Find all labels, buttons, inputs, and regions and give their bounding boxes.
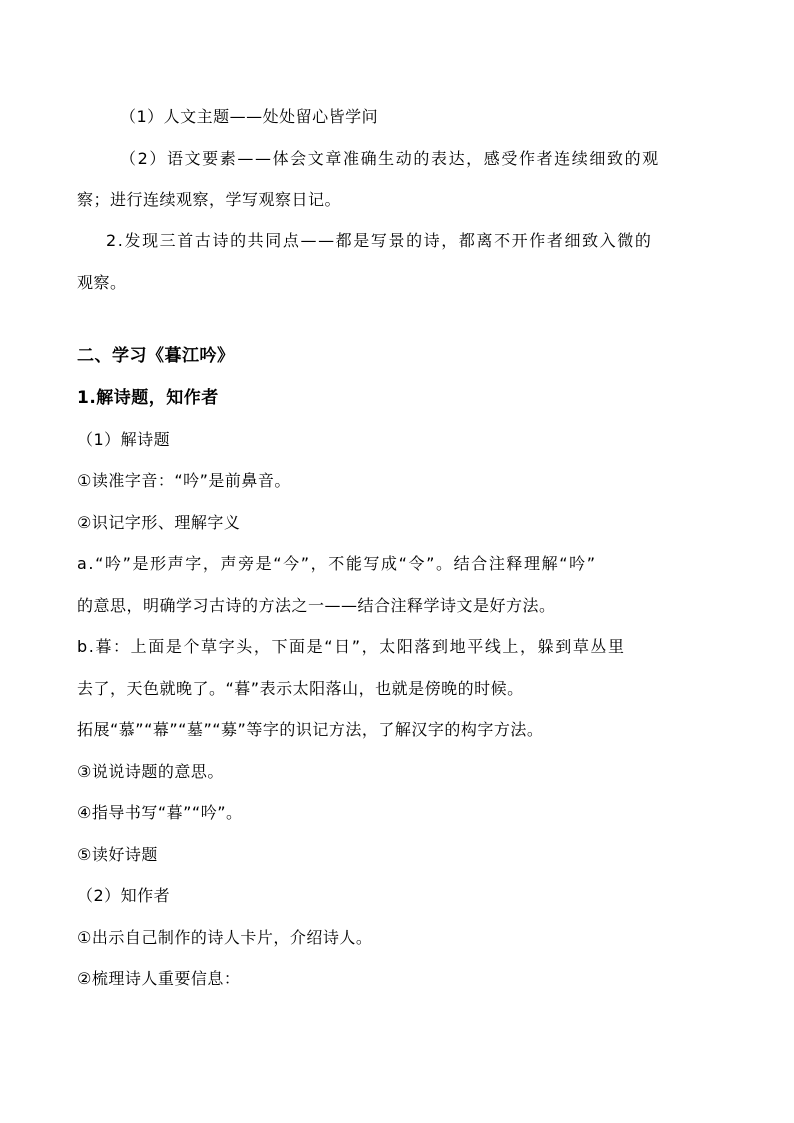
theme-language-elements-cont: 察；进行连续观察，学写观察日记。 bbox=[77, 190, 342, 209]
step-title-meaning: ③说说诗题的意思。 bbox=[77, 762, 224, 781]
step-interpret-title: （1）解诗题 bbox=[77, 430, 171, 449]
theme-language-elements: （2）语文要素——体会文章准确生动的表达，感受作者连续细致的观 bbox=[120, 149, 660, 168]
note-mu: b.暮：上面是个草字头，下面是“日”，太阳落到地平线上，躲到草丛里 bbox=[77, 637, 626, 656]
step-pronunciation: ①读准字音：“吟”是前鼻音。 bbox=[77, 471, 291, 490]
theme-humanities: （1）人文主题——处处留心皆学问 bbox=[120, 107, 379, 126]
point-two: 2.发现三首古诗的共同点——都是写景的诗，都离不开作者细致入微的 bbox=[106, 231, 653, 250]
point-two-cont: 观察。 bbox=[77, 273, 127, 292]
note-extension: 拓展“慕”“幕”“墓”“募”等字的识记方法，了解汉字的构字方法。 bbox=[77, 720, 544, 739]
step-writing-guide: ④指导书写“暮”“吟”。 bbox=[77, 803, 243, 822]
note-yin-cont: 的意思，明确学习古诗的方法之一——结合注释学诗文是好方法。 bbox=[77, 596, 556, 615]
note-mu-cont: 去了，天色就晚了。“暮”表示太阳落山，也就是傍晚的时候。 bbox=[77, 679, 524, 698]
step-know-author: （2）知作者 bbox=[77, 886, 171, 905]
step-read-title: ⑤读好诗题 bbox=[77, 845, 158, 864]
step-poet-info: ②梳理诗人重要信息： bbox=[77, 969, 241, 988]
note-yin: a.“吟”是形声字，声旁是“今”，不能写成“令”。结合注释理解“吟” bbox=[77, 554, 597, 573]
step-character-form: ②识记字形、理解字义 bbox=[77, 513, 241, 532]
subsection-heading: 1.解诗题，知作者 bbox=[77, 388, 219, 408]
step-poet-card: ①出示自己制作的诗人卡片，介绍诗人。 bbox=[77, 928, 373, 947]
section-heading: 二、学习《暮江吟》 bbox=[77, 346, 235, 366]
